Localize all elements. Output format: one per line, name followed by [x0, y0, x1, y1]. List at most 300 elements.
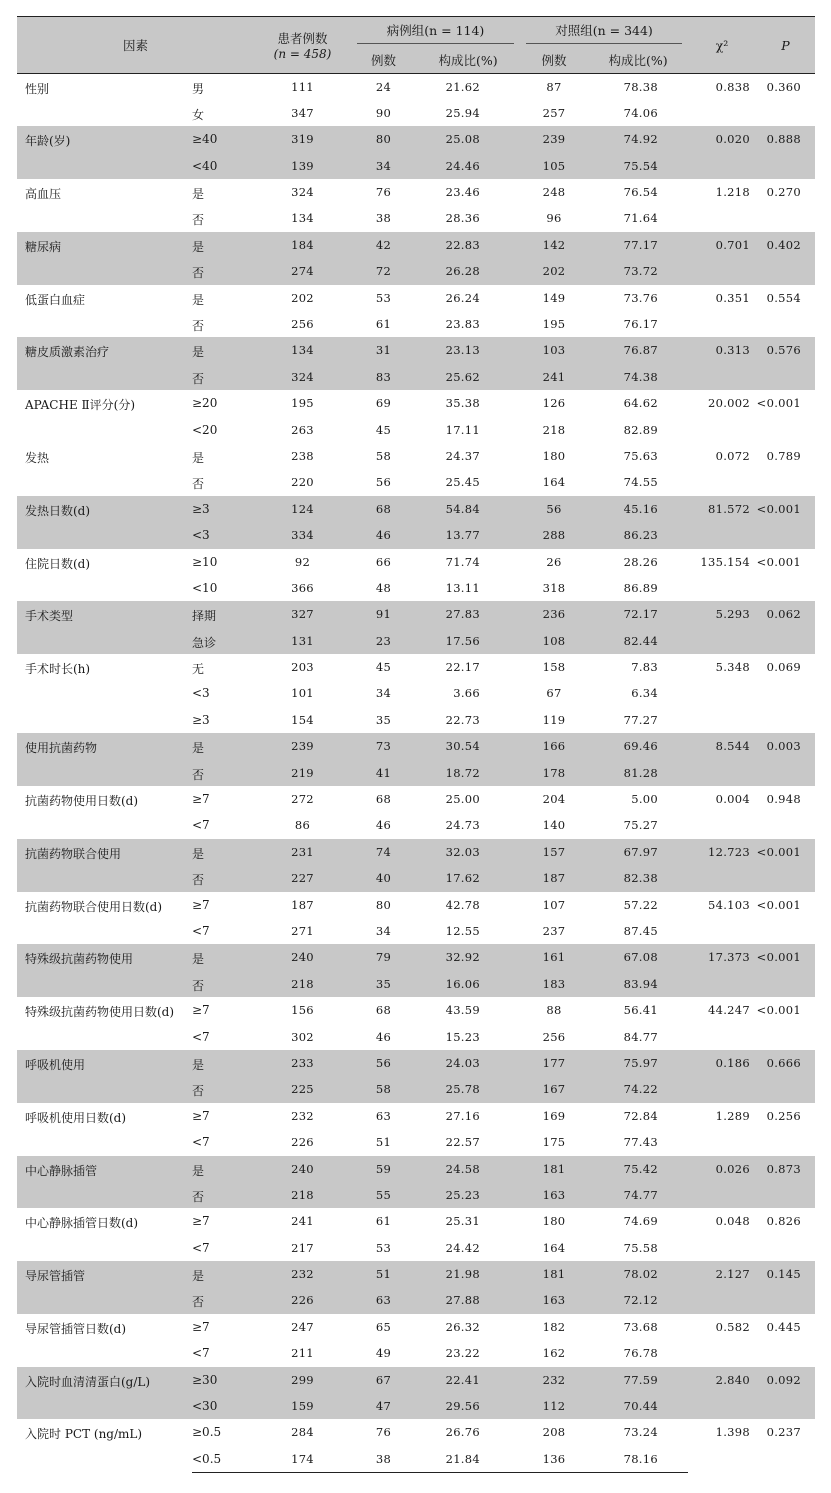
chi2-cell: 0.026	[715, 1161, 751, 1176]
control-count-cell: 180	[542, 1214, 566, 1229]
control-ratio-cell: 75.42	[623, 1161, 659, 1176]
control-ratio-cell: 83.94	[623, 976, 659, 991]
chi2-cell: 81.572	[707, 501, 751, 516]
case-count-cell: 53	[375, 1240, 392, 1255]
factor-cell: 糖尿病	[25, 239, 62, 254]
case-count-cell: 80	[375, 897, 392, 912]
case-ratio-cell: 24.42	[445, 1240, 481, 1255]
patients-count-cell: 154	[291, 712, 314, 727]
factor-cell: 年龄(岁)	[25, 134, 71, 149]
control-count-cell: 87	[546, 80, 562, 94]
factor-cell: 呼吸机使用	[25, 1057, 86, 1072]
p-value-cell: 0.237	[766, 1425, 802, 1440]
control-count-cell: 318	[542, 580, 566, 595]
control-count-cell: 67	[546, 686, 562, 701]
p-value-cell: 0.948	[766, 792, 802, 807]
control-ratio-cell: 76.17	[623, 317, 659, 332]
control-ratio-cell: 75.27	[623, 818, 659, 833]
header-patients-n: (n = 458)	[273, 47, 332, 61]
case-ratio-cell: 32.92	[445, 950, 481, 965]
control-ratio-cell: 74.06	[623, 105, 659, 120]
control-ratio-cell: 78.38	[623, 80, 659, 94]
table-row	[17, 126, 815, 152]
case-count-cell: 80	[375, 132, 392, 147]
case-count-cell: 49	[375, 1346, 392, 1361]
case-count-cell: 90	[375, 105, 392, 120]
chi2-cell: 20.002	[707, 396, 751, 411]
control-ratio-cell: 74.55	[623, 475, 659, 490]
case-count-cell: 35	[375, 976, 392, 991]
level-cell: <10	[192, 580, 218, 595]
chi2-cell: 0.020	[715, 132, 751, 147]
control-count-cell: 187	[542, 871, 566, 886]
control-count-cell: 136	[520, 1446, 588, 1472]
case-ratio-cell: 17.62	[445, 871, 481, 886]
control-ratio-cell: 73.24	[623, 1425, 659, 1440]
patients-count-cell: 324	[291, 369, 314, 384]
header-control-group	[520, 17, 688, 48]
control-count-cell: 166	[542, 739, 566, 754]
level-cell: 女	[192, 107, 205, 122]
patients-count-cell: 347	[291, 105, 314, 120]
table-row	[17, 74, 815, 100]
chi2-cell: 5.293	[715, 607, 751, 622]
level-cell: 否	[192, 319, 205, 334]
control-ratio-cell: 56.41	[623, 1003, 659, 1018]
case-count-cell: 38	[351, 1446, 416, 1472]
p-value-cell: 0.092	[766, 1372, 802, 1387]
case-count-cell: 83	[375, 369, 392, 384]
factor-cell: 入院时 PCT (ng/mL)	[25, 1427, 143, 1442]
control-ratio-cell: 77.59	[623, 1372, 659, 1387]
case-count-cell: 46	[375, 818, 392, 833]
patients-count-cell: 187	[291, 897, 314, 912]
table-row	[17, 179, 815, 205]
case-ratio-cell: 25.45	[445, 475, 481, 490]
control-count-cell: 178	[542, 765, 566, 780]
control-count-cell: 181	[542, 1267, 566, 1282]
case-count-cell: 63	[375, 1108, 392, 1123]
p-value-cell: 0.256	[766, 1108, 802, 1123]
control-ratio-cell: 67.08	[623, 950, 659, 965]
patients-count-cell: 101	[291, 686, 314, 701]
p-value-cell: 0.069	[766, 660, 802, 675]
level-cell: 否	[192, 266, 205, 281]
level-cell: ≥7	[192, 897, 210, 912]
chi2-cell: 0.313	[715, 343, 751, 358]
patients-count-cell: 232	[291, 1267, 314, 1282]
patients-count-cell: 233	[291, 1055, 314, 1070]
level-cell: 是	[192, 450, 205, 465]
control-count-cell: 177	[542, 1055, 566, 1070]
control-count-cell: 161	[542, 950, 566, 965]
level-cell: ≥7	[192, 1003, 210, 1018]
control-count-cell: 208	[542, 1425, 566, 1440]
factor-cell: 特殊级抗菌药物使用日数(d)	[25, 1005, 175, 1020]
factor-cell: 高血压	[25, 187, 62, 202]
case-ratio-cell: 24.03	[445, 1055, 481, 1070]
case-ratio-cell: 12.55	[445, 924, 481, 938]
control-count-cell: 183	[542, 976, 566, 991]
level-cell: 是	[192, 239, 205, 254]
case-ratio-cell: 23.83	[445, 317, 481, 332]
control-ratio-cell: 75.63	[623, 448, 659, 463]
patients-count-cell: 324	[291, 185, 314, 200]
case-ratio-cell: 24.58	[445, 1161, 481, 1176]
patients-count-cell: 131	[291, 633, 314, 648]
control-ratio-cell: 72.17	[623, 607, 659, 622]
table-row	[17, 1050, 815, 1076]
control-count-cell: 56	[546, 501, 562, 516]
patients-count-cell: 111	[291, 80, 314, 94]
control-ratio-cell: 82.38	[623, 871, 659, 886]
level-cell: <7	[192, 924, 210, 938]
factor-cell: 手术类型	[25, 609, 74, 624]
table-row	[17, 997, 815, 1023]
control-count-cell: 169	[542, 1108, 566, 1123]
p-value-cell: 0.360	[766, 80, 802, 94]
level-cell: 无	[192, 662, 205, 677]
control-ratio-cell: 57.22	[623, 897, 659, 912]
level-cell: 是	[192, 345, 205, 360]
level-cell: 是	[192, 292, 205, 307]
level-cell: 是	[192, 1269, 205, 1284]
control-count-cell: 108	[542, 633, 566, 648]
case-ratio-cell: 28.36	[445, 211, 481, 226]
patients-count-cell: 240	[291, 1161, 314, 1176]
risk-factor-table	[17, 16, 815, 1473]
level-cell: 否	[192, 1084, 205, 1099]
p-value-cell: 0.003	[766, 739, 802, 754]
patients-count-cell: 124	[291, 501, 314, 516]
p-value-cell: 0.826	[766, 1214, 802, 1229]
control-count-cell: 157	[542, 844, 566, 859]
control-count-cell: 163	[542, 1293, 566, 1308]
control-ratio-cell: 76.78	[623, 1346, 659, 1361]
control-ratio-cell: 82.89	[623, 422, 659, 437]
patients-count-cell: 241	[291, 1214, 314, 1229]
header-control-group-label: 对照组(n = 344)	[526, 21, 682, 44]
control-count-cell: 164	[542, 475, 566, 490]
p-value-cell: <0.001	[756, 1003, 802, 1018]
table-header	[17, 17, 815, 74]
control-ratio-cell: 64.62	[623, 396, 659, 411]
level-cell: <7	[192, 818, 210, 833]
p-value-cell: <0.001	[756, 396, 802, 411]
header-control-ratio: 构成比(%)	[588, 47, 688, 74]
header-case-ratio: 构成比(%)	[416, 47, 520, 74]
case-ratio-cell: 23.46	[445, 185, 481, 200]
level-cell: <3	[192, 686, 210, 701]
case-ratio-cell: 54.84	[445, 501, 481, 516]
control-ratio-cell: 86.23	[623, 528, 659, 543]
patients-count-cell: 134	[291, 343, 314, 358]
table-row	[17, 839, 815, 865]
patients-count-cell: 271	[291, 924, 314, 938]
patients-count-cell: 226	[291, 1293, 314, 1308]
level-cell: <20	[192, 422, 218, 437]
patients-count-cell: 240	[291, 950, 314, 965]
patients-count-cell: 218	[291, 976, 314, 991]
factor-cell: 住院日数(d)	[25, 556, 91, 571]
case-ratio-cell: 22.83	[445, 237, 481, 252]
control-ratio-cell: 76.87	[623, 343, 659, 358]
case-count-cell: 58	[375, 448, 392, 463]
chi2-cell: 1.289	[715, 1108, 751, 1123]
case-count-cell: 59	[375, 1161, 392, 1176]
control-count-cell: 105	[542, 158, 566, 173]
case-count-cell: 79	[375, 950, 392, 965]
level-cell: <7	[192, 1029, 210, 1044]
factor-cell: 糖皮质激素治疗	[25, 345, 110, 360]
table-row	[17, 1103, 815, 1129]
level-cell: ≥7	[192, 1319, 210, 1334]
case-ratio-cell: 23.22	[445, 1346, 481, 1361]
patients-count-cell: 284	[291, 1425, 314, 1440]
p-value-cell: 0.576	[766, 343, 802, 358]
case-ratio-cell: 16.06	[445, 976, 481, 991]
level-cell: 否	[192, 371, 205, 386]
control-count-cell: 162	[542, 1346, 566, 1361]
table-row	[17, 892, 815, 918]
table-row	[17, 1208, 815, 1234]
control-ratio-cell: 75.54	[623, 158, 659, 173]
level-cell: 是	[192, 1163, 205, 1178]
case-count-cell: 63	[375, 1293, 392, 1308]
control-ratio-cell: 72.12	[623, 1293, 659, 1308]
case-ratio-cell: 27.83	[445, 607, 481, 622]
patients-count-cell: 319	[291, 132, 314, 147]
control-count-cell: 167	[542, 1082, 566, 1097]
patients-count-cell: 203	[291, 660, 314, 675]
control-count-cell: 181	[542, 1161, 566, 1176]
case-ratio-cell: 22.41	[445, 1372, 481, 1387]
control-ratio-cell: 77.17	[623, 237, 659, 252]
chi2-cell: 1.398	[715, 1425, 751, 1440]
case-ratio-cell: 22.57	[445, 1135, 481, 1150]
case-ratio-cell: 26.32	[445, 1319, 481, 1334]
level-cell: 是	[192, 846, 205, 861]
case-count-cell: 68	[375, 501, 392, 516]
case-ratio-cell: 25.31	[445, 1214, 481, 1229]
control-count-cell: 204	[542, 792, 566, 807]
chi2-cell: 0.701	[715, 237, 751, 252]
table-row	[17, 232, 815, 258]
level-cell: <3	[192, 528, 210, 543]
control-count-cell: 103	[542, 343, 566, 358]
case-ratio-cell: 27.88	[445, 1293, 481, 1308]
header-patients	[254, 17, 351, 74]
case-count-cell: 56	[375, 475, 392, 490]
patients-count-cell: 299	[291, 1372, 314, 1387]
patients-count-cell: 211	[291, 1346, 314, 1361]
case-ratio-cell: 17.11	[445, 422, 481, 437]
chi2-cell: 0.351	[715, 290, 751, 305]
level-cell: ≥10	[192, 554, 218, 569]
chi2-cell: 8.544	[715, 739, 751, 754]
level-cell: <7	[192, 1240, 210, 1255]
case-ratio-cell: 15.23	[445, 1029, 481, 1044]
control-ratio-cell: 73.76	[623, 290, 659, 305]
patients-count-cell: 302	[291, 1029, 314, 1044]
control-count-cell: 26	[546, 554, 562, 569]
level-cell: 否	[192, 873, 205, 888]
case-ratio-cell: 32.03	[445, 844, 481, 859]
patients-count-cell: 184	[291, 237, 314, 252]
table-row	[17, 654, 815, 680]
control-ratio-cell: 75.58	[623, 1240, 659, 1255]
case-ratio-cell: 42.78	[445, 897, 481, 912]
case-ratio-cell: 25.08	[445, 132, 481, 147]
case-ratio-cell: 25.62	[445, 369, 481, 384]
case-count-cell: 38	[375, 211, 392, 226]
control-ratio-cell: 7.83	[631, 660, 659, 675]
control-count-cell: 88	[546, 1003, 562, 1018]
patients-count-cell: 226	[291, 1135, 314, 1150]
case-ratio-cell: 35.38	[445, 396, 481, 411]
case-count-cell: 42	[375, 237, 392, 252]
level-cell: <40	[192, 158, 218, 173]
case-ratio-cell: 3.66	[453, 686, 481, 701]
control-ratio-cell: 77.43	[623, 1135, 659, 1150]
chi2-cell: 12.723	[707, 844, 751, 859]
control-count-cell: 163	[542, 1187, 566, 1202]
case-count-cell: 76	[375, 185, 392, 200]
control-count-cell: 218	[542, 422, 566, 437]
patients-count-cell: 219	[291, 765, 314, 780]
case-ratio-cell: 71.74	[445, 554, 481, 569]
factor-cell: 呼吸机使用日数(d)	[25, 1110, 127, 1125]
chi2-cell: 0.048	[715, 1214, 751, 1229]
case-ratio-cell: 21.84	[416, 1446, 520, 1472]
level-cell: ≥3	[192, 712, 210, 727]
control-ratio-cell: 73.72	[623, 264, 659, 279]
control-count-cell: 126	[542, 396, 566, 411]
control-ratio-cell: 75.97	[623, 1055, 659, 1070]
patients-count-cell: 217	[291, 1240, 314, 1255]
factor-cell: 性别	[25, 82, 50, 96]
level-cell: <7	[192, 1346, 210, 1361]
control-count-cell: 158	[542, 660, 566, 675]
case-count-cell: 72	[375, 264, 392, 279]
p-value-cell: <0.001	[756, 950, 802, 965]
control-ratio-cell: 78.02	[623, 1267, 659, 1282]
case-ratio-cell: 24.46	[445, 158, 481, 173]
control-ratio-cell: 74.77	[623, 1187, 659, 1202]
case-ratio-cell: 26.28	[445, 264, 481, 279]
header-case-group-label: 病例组(n = 114)	[357, 21, 514, 44]
case-count-cell: 34	[375, 158, 392, 173]
patients-count-cell: 225	[291, 1082, 314, 1097]
table-row	[17, 285, 815, 311]
case-count-cell: 53	[375, 290, 392, 305]
level-cell: 是	[192, 952, 205, 967]
level-cell: 否	[192, 767, 205, 782]
chi2-cell: 17.373	[707, 950, 751, 965]
case-count-cell: 76	[375, 1425, 392, 1440]
chi2-cell: 44.247	[707, 1003, 751, 1018]
table-row	[17, 443, 815, 469]
case-count-cell: 31	[375, 343, 392, 358]
header-case-count: 例数	[351, 47, 416, 74]
control-count-cell: 257	[542, 105, 566, 120]
control-count-cell: 175	[542, 1135, 566, 1150]
patients-count-cell: 272	[291, 792, 314, 807]
patients-count-cell: 218	[291, 1187, 314, 1202]
control-ratio-cell: 82.44	[623, 633, 659, 648]
level-cell: <30	[192, 1399, 218, 1414]
p-value-cell: 0.145	[766, 1267, 802, 1282]
patients-count-cell: 256	[291, 317, 314, 332]
p-value-cell: 0.270	[766, 185, 802, 200]
patients-count-cell: 174	[254, 1446, 351, 1472]
case-count-cell: 45	[375, 660, 392, 675]
patients-count-cell: 195	[291, 396, 314, 411]
factor-cell: 中心静脉插管	[25, 1163, 98, 1178]
case-ratio-cell: 24.73	[445, 818, 481, 833]
table-row	[17, 337, 815, 363]
case-count-cell: 23	[375, 633, 392, 648]
patients-count-cell: 238	[291, 448, 314, 463]
case-count-cell: 56	[375, 1055, 392, 1070]
case-ratio-cell: 25.94	[445, 105, 481, 120]
patients-count-cell: 156	[291, 1003, 314, 1018]
case-count-cell: 34	[375, 686, 392, 701]
p-value-cell: 0.554	[766, 290, 802, 305]
case-count-cell: 46	[375, 528, 392, 543]
case-count-cell: 24	[375, 80, 392, 94]
patients-count-cell: 86	[294, 818, 311, 833]
factor-cell: 发热日数(d)	[25, 503, 91, 518]
chi2-cell: 1.218	[715, 185, 751, 200]
control-ratio-cell: 6.34	[631, 686, 659, 701]
patients-count-cell: 239	[291, 739, 314, 754]
header-p: P	[756, 17, 815, 74]
case-ratio-cell: 22.17	[445, 660, 481, 675]
level-cell: <0.5	[192, 1446, 254, 1472]
level-cell: ≥0.5	[192, 1425, 222, 1440]
control-ratio-cell: 74.22	[623, 1082, 659, 1097]
case-count-cell: 41	[375, 765, 392, 780]
table-row	[17, 944, 815, 970]
factor-cell: 抗菌药物联合使用日数(d)	[25, 899, 163, 914]
level-cell: 否	[192, 1295, 205, 1310]
level-cell: 男	[192, 82, 205, 96]
control-ratio-cell: 5.00	[631, 792, 659, 807]
control-ratio-cell: 28.26	[623, 554, 659, 569]
p-value-cell: 0.666	[766, 1055, 802, 1070]
chi2-cell: 0.582	[715, 1319, 751, 1334]
case-count-cell: 51	[375, 1267, 392, 1282]
level-cell: 否	[192, 213, 205, 228]
patients-count-cell: 232	[291, 1108, 314, 1123]
p-value-cell: 0.873	[766, 1161, 802, 1176]
patients-count-cell: 334	[291, 528, 314, 543]
chi2-cell: 2.127	[715, 1267, 751, 1282]
control-count-cell: 232	[542, 1372, 566, 1387]
p-value-cell: 0.402	[766, 237, 802, 252]
table-row	[17, 1419, 815, 1445]
p-value-cell: 0.789	[766, 448, 802, 463]
case-count-cell: 67	[375, 1372, 392, 1387]
case-count-cell: 47	[375, 1399, 392, 1414]
p-value-cell: 0.888	[766, 132, 802, 147]
case-ratio-cell: 26.76	[445, 1425, 481, 1440]
table-row	[17, 549, 815, 575]
control-count-cell: 237	[542, 924, 566, 938]
control-count-cell: 164	[542, 1240, 566, 1255]
control-ratio-cell: 86.89	[623, 580, 659, 595]
